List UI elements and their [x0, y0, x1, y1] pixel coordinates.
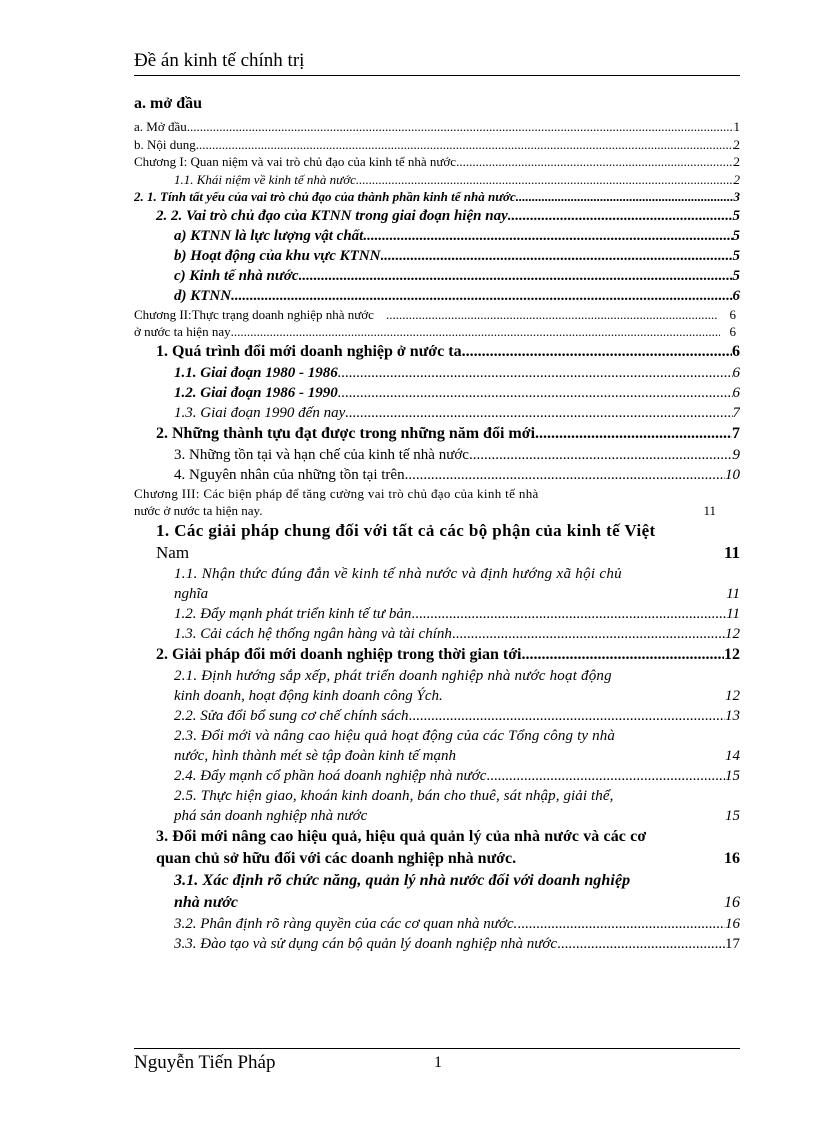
toc-entry[interactable]: [134, 826, 740, 870]
toc-entry[interactable]: [134, 604, 740, 624]
leader-dots: [338, 363, 733, 383]
toc-entry-label-continued: kinh doanh, hoạt động kinh doanh công Ých.: [174, 687, 443, 704]
toc-entry-label: 2. Giải pháp đổi mới doanh nghiệp trong thời gian tới: [156, 645, 522, 663]
toc-entry-label: 1.1. Nhận thức đúng đắn về kinh tế nhà nước và định hướng xã hội chủ: [174, 565, 622, 582]
toc-entry[interactable]: [134, 286, 740, 306]
toc-entry-label: a. Mở đầu: [134, 119, 187, 134]
footer-author: Nguyễn Tiến Pháp: [134, 1052, 276, 1073]
leader-dots: [196, 136, 734, 154]
leader-dots: [456, 153, 733, 171]
toc-entry[interactable]: [134, 870, 740, 914]
toc-entry-label: 2.1. Định hướng sắp xếp, phát triển doanh nghiệp nhà nước hoạt động: [174, 667, 612, 684]
table-of-contents: [134, 118, 740, 954]
toc-entry-page: 16: [724, 849, 740, 867]
toc-entry-label: 2.2. Sửa đổi bổ sung cơ chế chính sách: [174, 707, 409, 724]
toc-entry-page: 6: [729, 306, 736, 322]
toc-entry-label: Chương I: Quan niệm và vai trò chủ đạo của kinh tế nhà nước: [134, 154, 457, 169]
toc-entry-page: 10: [725, 466, 740, 483]
toc-entry-label: 2. 1. Tính tất yếu của vai trò chủ đạo của thành phần kinh tế nhà nước: [134, 189, 516, 204]
toc-entry[interactable]: [134, 306, 740, 324]
toc-entry-page: 17: [725, 935, 740, 952]
leader-dots: [381, 246, 733, 266]
leader-dots: [452, 624, 725, 644]
toc-entry-page: 2: [733, 136, 740, 152]
toc-entry[interactable]: [134, 564, 740, 604]
toc-entry-page: 6: [732, 384, 740, 401]
leader-dots: [345, 403, 732, 423]
toc-entry-page: 16: [725, 915, 740, 932]
toc-entry[interactable]: [134, 403, 740, 423]
toc-entry-page: 11: [703, 503, 716, 518]
page-header-title: Đề án kinh tế chính trị: [134, 50, 305, 71]
toc-entry[interactable]: [134, 188, 740, 206]
toc-entry-label: 4. Nguyên nhân của những tồn tại trên: [174, 466, 405, 483]
leader-dots: [405, 465, 725, 485]
leader-dots: [522, 644, 725, 666]
toc-entry-page: 11: [726, 605, 740, 622]
toc-entry-page: 15: [725, 807, 740, 824]
toc-entry-label: 1.2. Giai đoạn 1986 - 1990: [174, 384, 338, 401]
toc-entry-page: 2: [733, 154, 740, 169]
toc-entry-label: 1.1. Giai đoạn 1980 - 1986: [174, 364, 338, 381]
toc-entry-page: 11: [726, 585, 740, 602]
toc-entry[interactable]: [134, 644, 740, 666]
toc-entry-label: 2.5. Thực hiện giao, khoán kinh doanh, bán cho thuê, sát nhập, giải thể,: [174, 787, 614, 804]
toc-entry-label: ở nước ta hiện nay: [134, 324, 231, 339]
toc-entry-label: 3.3. Đào tạo và sử dụng cán bộ quản lý doanh nghiệp nhà nước: [174, 935, 558, 952]
toc-entry-label: a) KTNN là lực lượng vật chất: [174, 227, 364, 244]
toc-entry-page: 14: [725, 747, 740, 764]
toc-entry-page: 5: [732, 227, 740, 244]
leader-dots: [363, 226, 732, 246]
leader-dots: [299, 266, 733, 286]
toc-entry[interactable]: [134, 323, 740, 341]
toc-entry-label: Chương II:Thực trạng doanh nghiệp nhà nước: [134, 306, 374, 322]
leader-dots: [508, 206, 733, 226]
toc-entry-label: 1.1. Khái niệm về kinh tế nhà nước: [174, 171, 356, 187]
toc-entry[interactable]: [134, 786, 740, 826]
toc-entry-label: 3. Những tồn tại và hạn chế của kinh tế nhà nước: [174, 446, 469, 463]
leader-dots: [557, 934, 725, 954]
leader-dots: [516, 188, 734, 206]
toc-entry-page: 12: [725, 687, 740, 704]
leader-dots: [386, 306, 718, 324]
toc-entry-label-continued: nước ở nước ta hiện nay.: [134, 503, 263, 518]
toc-entry[interactable]: [134, 914, 740, 934]
toc-entry-page: 16: [724, 893, 740, 911]
toc-entry-page: 15: [725, 767, 740, 784]
toc-entry-page: 3: [733, 189, 740, 204]
toc-entry[interactable]: [134, 363, 740, 383]
leader-dots: [535, 423, 732, 445]
toc-entry-page: 1: [733, 119, 740, 134]
toc-entry[interactable]: [134, 726, 740, 766]
toc-entry[interactable]: [134, 206, 740, 226]
leader-dots: [231, 286, 732, 306]
toc-entry[interactable]: [134, 624, 740, 644]
header-rule: [134, 75, 740, 76]
leader-dots: [338, 383, 733, 403]
leader-dots: [411, 604, 726, 624]
toc-entry-label: 3.2. Phân định rõ ràng quyền của các cơ quan nhà nước.: [174, 915, 518, 932]
toc-entry[interactable]: [134, 423, 740, 445]
toc-entry[interactable]: [134, 520, 740, 564]
toc-entry-page: 6: [732, 287, 740, 304]
toc-entry-page: 13: [725, 707, 740, 724]
toc-entry-page: 6: [732, 364, 740, 381]
leader-dots: [356, 171, 734, 189]
toc-entry-page: 11: [723, 542, 740, 562]
toc-entry-label-continued: phá sản doanh nghiệp nhà nước: [174, 807, 368, 824]
footer-page-number: 1: [434, 1054, 442, 1071]
toc-entry-label: 1.3. Giai đoạn 1990 đến nay: [174, 404, 346, 421]
toc-entry-page: 7: [732, 424, 740, 442]
leader-dots: [469, 445, 733, 465]
toc-entry-page: 12: [725, 625, 740, 642]
toc-entry[interactable]: [134, 383, 740, 403]
toc-entry[interactable]: [134, 266, 740, 286]
footer-rule: [134, 1048, 740, 1049]
toc-entry-label-continued: nước, hình thành mét sè tập đoàn kinh tế mạnh: [174, 747, 456, 764]
toc-entry-label: 2.4. Đẩy mạnh cổ phần hoá doanh nghiệp nhà nước: [174, 767, 487, 784]
toc-entry-page: 12: [724, 645, 740, 663]
toc-entry-label: 1. Các giải pháp chung đối với tất cả các bộ phận của kinh tế Việt: [156, 520, 656, 540]
toc-entry[interactable]: [134, 766, 740, 786]
toc-entry[interactable]: [134, 246, 740, 266]
leader-dots: [486, 766, 725, 786]
leader-dots: [231, 323, 720, 341]
toc-entry-page: 9: [732, 446, 740, 463]
toc-entry[interactable]: [134, 341, 740, 363]
toc-entry[interactable]: [134, 118, 740, 136]
toc-entry[interactable]: [134, 445, 740, 465]
toc-entry[interactable]: [134, 485, 740, 520]
toc-entry-page: 5: [732, 207, 740, 224]
toc-entry-label: 2. Những thành tựu đạt được trong những năm đổi mới: [156, 424, 536, 442]
toc-entry[interactable]: [134, 171, 740, 189]
toc-heading: a. mở đầu: [134, 95, 202, 112]
leader-dots: [462, 341, 732, 363]
toc-entry-label: Chương III: Các biện pháp để tăng cường vai trò chủ đạo của kinh tế nhà: [134, 485, 539, 501]
toc-entry-label-continued: nhà nước: [174, 893, 238, 911]
toc-entry-label: c) Kinh tế nhà nước: [174, 267, 299, 284]
toc-entry-page: 6: [732, 342, 740, 360]
toc-entry-page: 6: [729, 324, 736, 339]
toc-entry-label: 1. Quá trình đổi mới doanh nghiệp ở nước ta: [156, 342, 462, 360]
toc-entry[interactable]: [134, 934, 740, 954]
toc-entry[interactable]: [134, 666, 740, 706]
toc-entry-label: b. Nội dung: [134, 136, 196, 152]
toc-entry-page: 5: [732, 267, 740, 284]
toc-entry-label: 2. 2. Vai trò chủ đạo của KTNN trong giai đoạn hiện nay: [156, 207, 508, 224]
toc-entry-page: 5: [732, 247, 740, 264]
toc-entry-page: 2: [733, 171, 740, 187]
leader-dots: [187, 118, 734, 136]
toc-entry-label: 1.3. Cải cách hệ thống ngân hàng và tài chính: [174, 625, 452, 642]
toc-entry[interactable]: [134, 226, 740, 246]
toc-entry[interactable]: [134, 153, 740, 171]
toc-entry-label: b) Hoạt động của khu vực KTNN: [174, 247, 381, 264]
leader-dots: [517, 914, 725, 934]
toc-entry-label-continued: nghĩa: [174, 585, 209, 602]
toc-entry-label: 1.2. Đẩy mạnh phát triển kinh tế tư bản: [174, 605, 412, 622]
toc-entry-label: 3.1. Xác định rõ chức năng, quản lý nhà nước đối với doanh nghiệp: [174, 871, 631, 889]
toc-entry-label: 3. Đổi mới nâng cao hiệu quả, hiệu quả quản lý của nhà nước và các cơ: [156, 827, 647, 845]
toc-entry[interactable]: [134, 465, 740, 485]
toc-entry-label-continued: Nam: [156, 542, 190, 562]
toc-entry-label-continued: quan chủ sở hữu đối với các doanh nghiệp nhà nước.: [156, 849, 517, 867]
toc-entry[interactable]: [134, 136, 740, 154]
leader-dots: [409, 706, 726, 726]
toc-entry-label: d) KTNN: [174, 287, 232, 304]
toc-entry[interactable]: [134, 706, 740, 726]
toc-entry-page: 7: [732, 404, 740, 421]
toc-entry-label: 2.3. Đổi mới và nâng cao hiệu quả hoạt động của các Tổng công ty nhà: [174, 727, 616, 744]
